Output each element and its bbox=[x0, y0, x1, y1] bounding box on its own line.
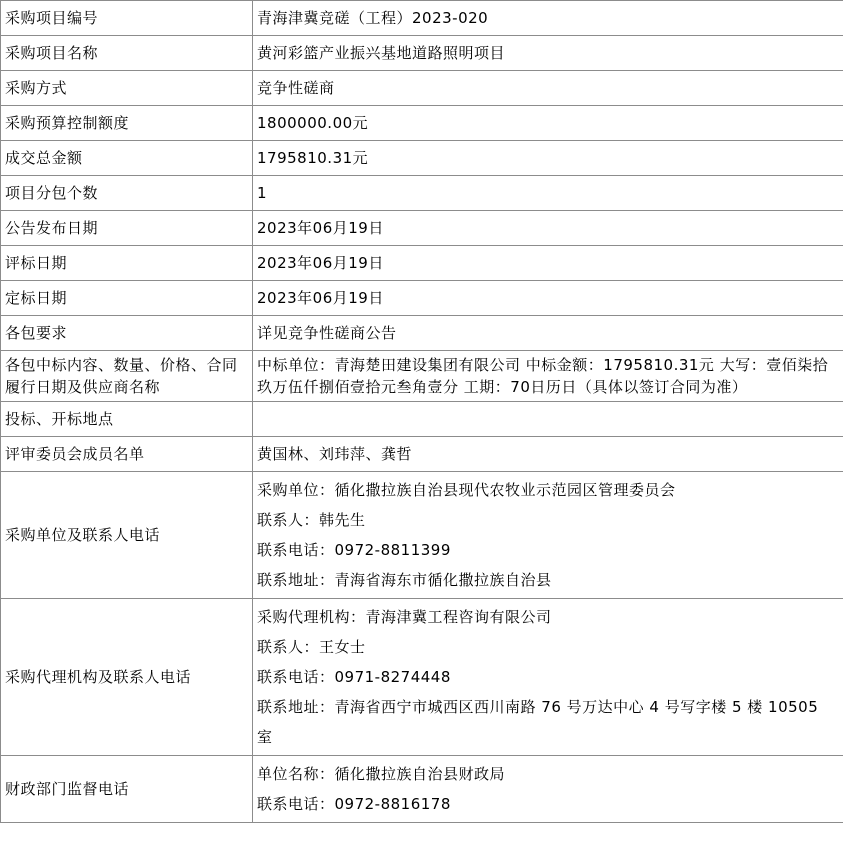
row-label: 采购项目名称 bbox=[1, 36, 253, 71]
row-value: 详见竞争性磋商公告 bbox=[253, 316, 843, 351]
award-value: 中标单位：青海楚田建设集团有限公司 中标金额：1795810.31元 大写：壹佰柒拾玖万伍仟捌佰壹拾元叁角壹分 工期：70日历日（具体以签订合同为准） bbox=[253, 351, 843, 402]
row-label: 采购项目编号 bbox=[1, 1, 253, 36]
purchaser-row bbox=[1, 472, 843, 599]
table-row bbox=[1, 71, 843, 106]
finance-phone: 联系电话：0972-8816178 bbox=[257, 795, 451, 813]
table-row bbox=[1, 36, 843, 71]
finance-value bbox=[253, 756, 843, 823]
finance-label: 财政部门监督电话 bbox=[1, 756, 253, 823]
agency-value bbox=[253, 599, 843, 756]
table-row bbox=[1, 316, 843, 351]
agency-row bbox=[1, 599, 843, 756]
row-label: 各包要求 bbox=[1, 316, 253, 351]
finance-unit: 单位名称：循化撒拉族自治县财政局 bbox=[257, 765, 506, 783]
location-row bbox=[1, 402, 843, 437]
table-row bbox=[1, 281, 843, 316]
committee-row bbox=[1, 437, 843, 472]
agency-phone: 联系电话：0971-8274448 bbox=[257, 668, 451, 686]
row-value: 2023年06月19日 bbox=[253, 211, 843, 246]
award-label: 各包中标内容、数量、价格、合同履行日期及供应商名称 bbox=[1, 351, 253, 402]
purchaser-label: 采购单位及联系人电话 bbox=[1, 472, 253, 599]
row-value: 竞争性磋商 bbox=[253, 71, 843, 106]
row-value: 青海津冀竞磋（工程）2023-020 bbox=[253, 1, 843, 36]
location-value bbox=[253, 402, 843, 437]
table-row bbox=[1, 106, 843, 141]
row-label: 定标日期 bbox=[1, 281, 253, 316]
row-label: 采购方式 bbox=[1, 71, 253, 106]
agency-address: 联系地址：青海省西宁市城西区西川南路 76 号万达中心 4 号写字楼 5 楼 10505 室 bbox=[257, 698, 819, 746]
agency-contact: 联系人：王女士 bbox=[257, 638, 366, 656]
row-value: 2023年06月19日 bbox=[253, 281, 843, 316]
row-label: 项目分包个数 bbox=[1, 176, 253, 211]
purchaser-value bbox=[253, 472, 843, 599]
agency-label: 采购代理机构及联系人电话 bbox=[1, 599, 253, 756]
row-value: 1 bbox=[253, 176, 843, 211]
row-value: 1800000.00元 bbox=[253, 106, 843, 141]
row-value: 2023年06月19日 bbox=[253, 246, 843, 281]
row-label: 公告发布日期 bbox=[1, 211, 253, 246]
location-label: 投标、开标地点 bbox=[1, 402, 253, 437]
purchaser-phone: 联系电话：0972-8811399 bbox=[257, 541, 451, 559]
committee-label: 评审委员会成员名单 bbox=[1, 437, 253, 472]
purchaser-unit: 采购单位：循化撒拉族自治县现代农牧业示范园区管理委员会 bbox=[257, 481, 676, 499]
table-row bbox=[1, 176, 843, 211]
table-row bbox=[1, 1, 843, 36]
finance-row bbox=[1, 756, 843, 823]
award-row bbox=[1, 351, 843, 402]
row-value: 黄河彩篮产业振兴基地道路照明项目 bbox=[253, 36, 843, 71]
row-label: 成交总金额 bbox=[1, 141, 253, 176]
agency-unit: 采购代理机构：青海津冀工程咨询有限公司 bbox=[257, 608, 552, 626]
committee-value: 黄国林、刘玮萍、龚哲 bbox=[253, 437, 843, 472]
table-row bbox=[1, 246, 843, 281]
row-label: 采购预算控制额度 bbox=[1, 106, 253, 141]
table-row bbox=[1, 141, 843, 176]
row-value: 1795810.31元 bbox=[253, 141, 843, 176]
purchaser-contact: 联系人：韩先生 bbox=[257, 511, 366, 529]
purchaser-address: 联系地址：青海省海东市循化撒拉族自治县 bbox=[257, 571, 552, 589]
row-label: 评标日期 bbox=[1, 246, 253, 281]
table-row bbox=[1, 211, 843, 246]
